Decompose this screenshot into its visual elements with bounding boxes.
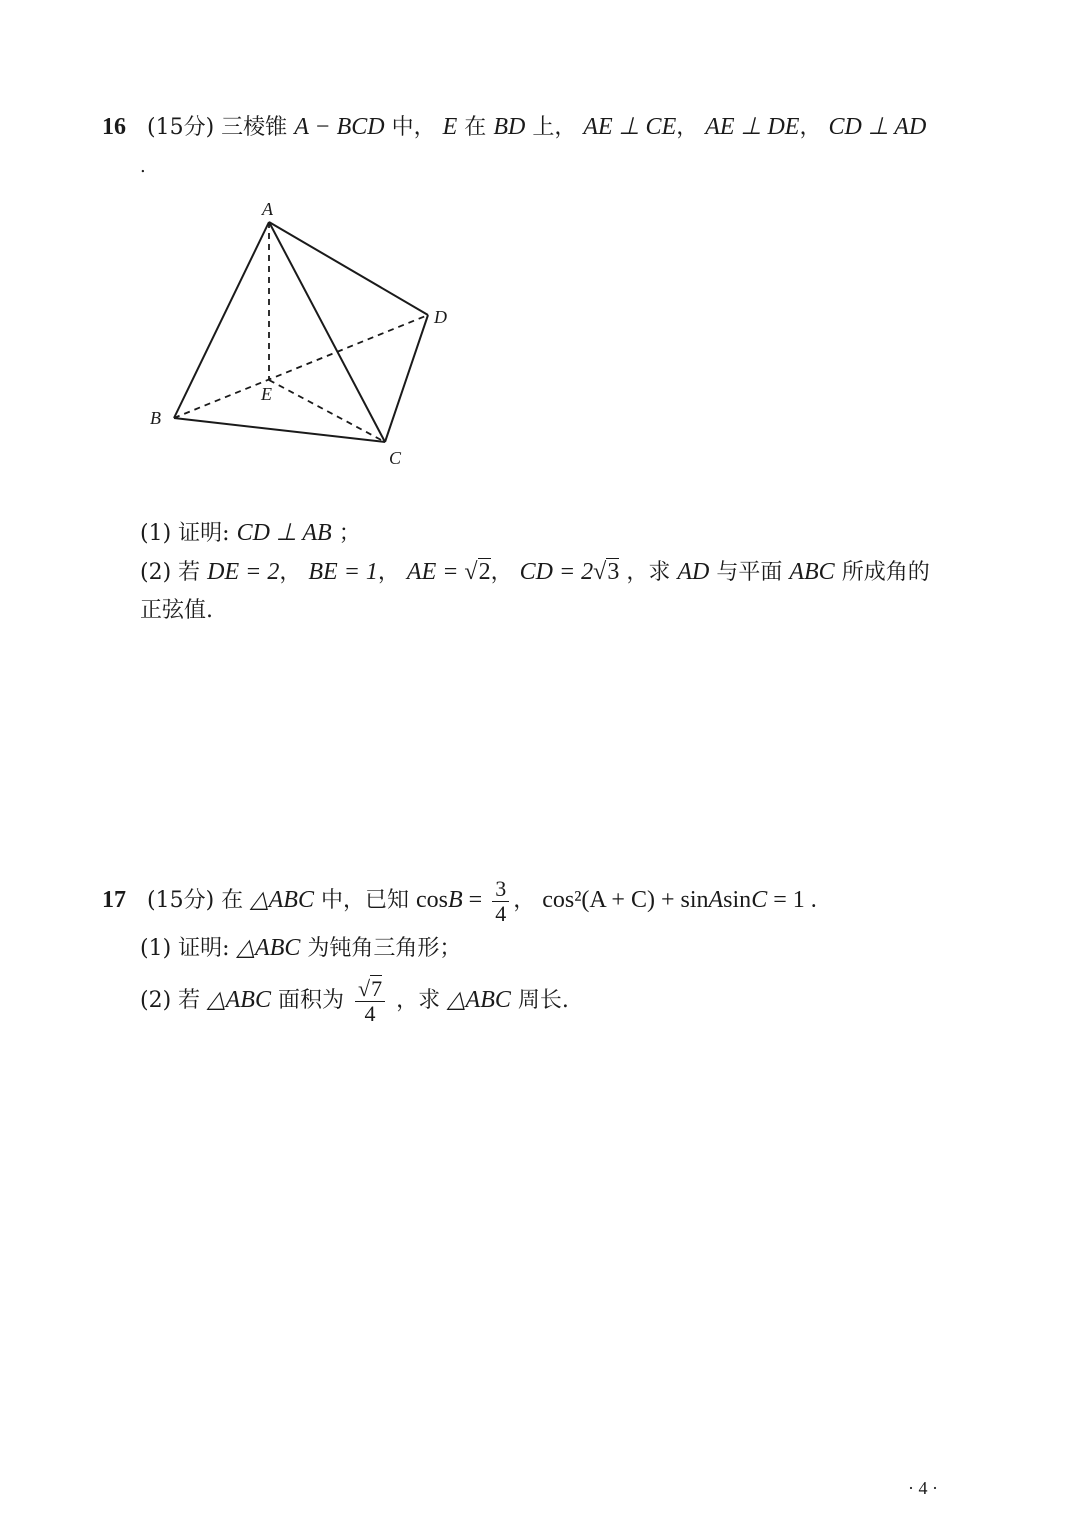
- q16-part2: [140, 557, 930, 588]
- label-a: A: [262, 199, 273, 219]
- q17-cond-a: cos²(A + C) + sin: [542, 887, 709, 913]
- q16-part2-ask: ，求: [626, 560, 671, 585]
- q16-cond2: AE ⊥ DE: [705, 114, 800, 140]
- q16-part1-label: (1) 证明:: [140, 521, 230, 546]
- q17-part1-tri: △ABC: [236, 935, 301, 961]
- q16-part2-be: BE = 1: [308, 559, 378, 585]
- q16-part1-math: CD ⊥ AB: [236, 520, 332, 546]
- q17-part2-area: 面积为: [277, 988, 344, 1013]
- q17-stem: [102, 872, 817, 929]
- q16-stem: [102, 112, 926, 143]
- page-number: · 4 ·: [908, 1478, 938, 1498]
- q17-part1-label: (1) 证明:: [140, 936, 230, 961]
- q17-eq: =: [462, 887, 489, 913]
- q17-tri: △ABC: [250, 887, 314, 913]
- q17-part2-ask: ，求: [396, 988, 441, 1013]
- q16-solid: A − BCD: [294, 114, 385, 140]
- q16-on: 在: [464, 115, 487, 140]
- q16-intro: 三棱锥: [221, 115, 288, 140]
- q16-mid1: 中，: [391, 115, 436, 140]
- q17-part2-tri: △ABC: [207, 987, 271, 1013]
- q17-b: B: [448, 887, 463, 913]
- edge-cd: [385, 315, 428, 442]
- q17-sep: ，: [513, 888, 536, 913]
- q16-part1-end: ；: [338, 521, 361, 546]
- q16-score: (15分): [147, 115, 215, 140]
- label-e: E: [261, 384, 272, 404]
- q16-part2-abc: ABC: [789, 559, 835, 585]
- q16-part2-end1: 所成角的: [841, 560, 930, 585]
- q17-number: 17: [102, 887, 126, 913]
- q17-area-fraction: $\frac{√7}{4}$: [355, 977, 385, 1026]
- q17-score: (15分): [147, 888, 215, 913]
- q16-part1: [140, 518, 361, 549]
- q17-cos: cos: [416, 887, 448, 913]
- label-b: B: [150, 408, 161, 428]
- q17-part1-end: 为钝角三角形；: [307, 936, 462, 961]
- q17-part2: [140, 970, 569, 1031]
- q16-sep2: ，: [799, 115, 822, 140]
- q16-part2-sep3: ，: [490, 560, 513, 585]
- q17-cond-d: C: [751, 887, 768, 913]
- q16-cond1: AE ⊥ CE: [583, 114, 677, 140]
- q16-part2-sep2: ，: [377, 560, 400, 585]
- q17-cond-b: A: [708, 887, 724, 913]
- q17-cosb-fraction: $\frac{3}{4}$: [492, 877, 509, 926]
- q17-part2-label: (2) 若: [140, 988, 201, 1013]
- q17-cond-e: = 1 .: [767, 887, 817, 913]
- q16-part2-sep1: ，: [279, 560, 302, 585]
- q16-part2-label: (2) 若: [140, 560, 201, 585]
- edge-bd-dashed: [174, 315, 428, 418]
- q16-part2-cd: CD = 2√3: [519, 559, 620, 585]
- q16-sep1: ，: [676, 115, 699, 140]
- q16-number: 16: [102, 114, 126, 140]
- q17-part2-end: 周长.: [517, 988, 569, 1013]
- q16-part2-ae: AE = √2: [406, 559, 491, 585]
- label-c: C: [389, 448, 402, 468]
- q16-bd: BD: [493, 114, 526, 140]
- q16-mid2: 上，: [532, 115, 577, 140]
- q17-part2-tri2: △ABC: [447, 987, 511, 1013]
- q16-point-e: E: [442, 114, 458, 140]
- edge-bc: [174, 418, 385, 442]
- q16-cond3: CD ⊥ AD: [828, 114, 927, 140]
- label-d: D: [434, 307, 447, 327]
- q17-part1: [140, 933, 461, 964]
- q16-trailing-dot: .: [140, 156, 146, 177]
- q17-known: 中，已知: [320, 888, 409, 913]
- q16-part2-cont: 正弦值.: [140, 598, 213, 623]
- q16-part2-de: DE = 2: [207, 559, 280, 585]
- q16-part2-with: 与平面: [716, 560, 783, 585]
- tetrahedron-figure: [140, 195, 480, 475]
- edge-ab: [174, 222, 269, 418]
- q16-part2-ad: AD: [677, 559, 710, 585]
- q17-intro: 在: [221, 888, 244, 913]
- q17-cond-c: sin: [723, 887, 752, 913]
